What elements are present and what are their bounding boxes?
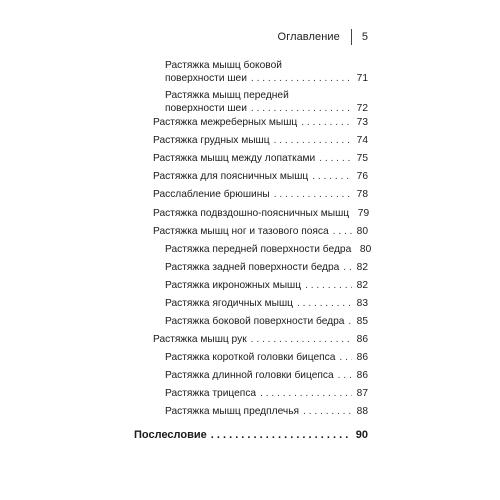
toc-entry-text: поверхности шеи [165,103,247,114]
toc-page-number: 83 [356,298,368,309]
dot-leader [260,387,352,400]
toc-entry[interactable] [165,405,368,418]
toc-entry-text: Растяжка икроножных мышц [165,280,302,291]
toc-entry-text: Растяжка мышц ног и тазового пояса [153,226,329,237]
toc-entry[interactable] [165,89,368,115]
dot-leader [303,405,352,418]
toc-entry[interactable] [165,387,368,400]
toc-page-number: 78 [356,189,368,200]
toc-entry-text: Послесловие [134,429,207,441]
toc-entry[interactable] [165,297,368,310]
toc-entry[interactable] [165,261,368,274]
toc-entry-text: Растяжка мышц между лопатками [153,153,316,164]
toc-page-number: 82 [356,280,368,291]
dot-leader [343,261,352,274]
dot-leader [348,315,352,328]
toc-entry-text: Расслабление брюшины [153,189,270,200]
dot-leader [305,279,352,292]
dot-leader [211,429,352,442]
toc-page-number: 86 [356,334,368,345]
toc-page-number: 86 [356,352,368,363]
toc-entry-text: Растяжка трицепса [165,388,257,399]
toc-page-number: 90 [355,429,368,441]
toc-entry-text: Растяжка короткой головки бицепса [165,352,336,363]
toc-page-number: 76 [356,171,368,182]
toc-entry[interactable] [153,116,368,129]
dot-leader [333,225,352,238]
toc-entry-text: Растяжка длинной головки бицепса [165,370,334,381]
toc-entry-text: Растяжка передней поверхности бедра [165,244,352,255]
toc-page-number: 79 [357,208,370,219]
toc-entry[interactable] [165,315,368,328]
dot-leader [274,188,352,201]
dot-leader [251,333,352,346]
toc-entry[interactable] [153,152,368,165]
toc-page-number: 87 [356,388,368,399]
toc-entry-text: Растяжка грудных мышц [153,135,270,146]
toc-page-number: 80 [356,226,368,237]
toc-page-number: 71 [356,73,368,84]
toc-page-number: 74 [356,135,368,146]
toc-entry[interactable] [165,279,368,292]
toc-entry[interactable] [165,243,372,256]
toc-entry[interactable] [153,207,368,220]
toc-page-number: 82 [356,262,368,273]
dot-leader [312,170,352,183]
dot-leader [251,102,352,115]
running-header-title: Оглавление [277,31,340,43]
dot-leader [339,351,352,364]
toc-entry-afterword[interactable] [134,429,368,442]
toc-entry-text: Растяжка мышц боковой [165,60,282,71]
toc-entry[interactable] [153,134,368,147]
toc-entry-text: Растяжка для поясничных мышц [153,171,309,182]
toc-entry[interactable] [165,369,368,382]
toc-entry-text: Растяжка боковой поверхности бедра [165,316,345,327]
toc-entry[interactable] [165,59,368,85]
dot-leader [251,72,352,85]
toc-entry-text: Растяжка мышц рук [153,334,247,345]
toc-entry[interactable] [153,333,368,346]
dot-leader [297,297,352,310]
toc-entry-text: поверхности шеи [165,73,247,84]
toc-page-number: 85 [356,316,368,327]
toc-entry[interactable] [153,188,368,201]
dot-leader [301,116,352,129]
toc-entry-text: Растяжка подвздошно-поясничных мышц [153,208,350,219]
toc-entry-text: Растяжка мышц передней [165,90,289,101]
toc-entry[interactable] [153,225,368,238]
toc-entry-text: Растяжка задней поверхности бедра [165,262,340,273]
page-number: 5 [361,31,368,43]
toc-page-number: 88 [356,406,368,417]
toc-entry-text: Растяжка мышц предплечья [165,406,300,417]
toc-entry-text: Растяжка межреберных мышц [153,117,298,128]
toc-entry[interactable] [153,170,368,183]
toc-page-number: 72 [356,103,368,114]
toc-page-number: 73 [356,117,368,128]
toc-entry-text: Растяжка ягодичных мышц [165,298,293,309]
toc-page-number: 75 [356,153,368,164]
toc-entry[interactable] [165,351,368,364]
toc-page-number: 80 [359,244,372,255]
dot-leader [319,152,352,165]
dot-leader [274,134,352,147]
toc-page-number: 86 [356,370,368,381]
dot-leader [338,369,352,382]
